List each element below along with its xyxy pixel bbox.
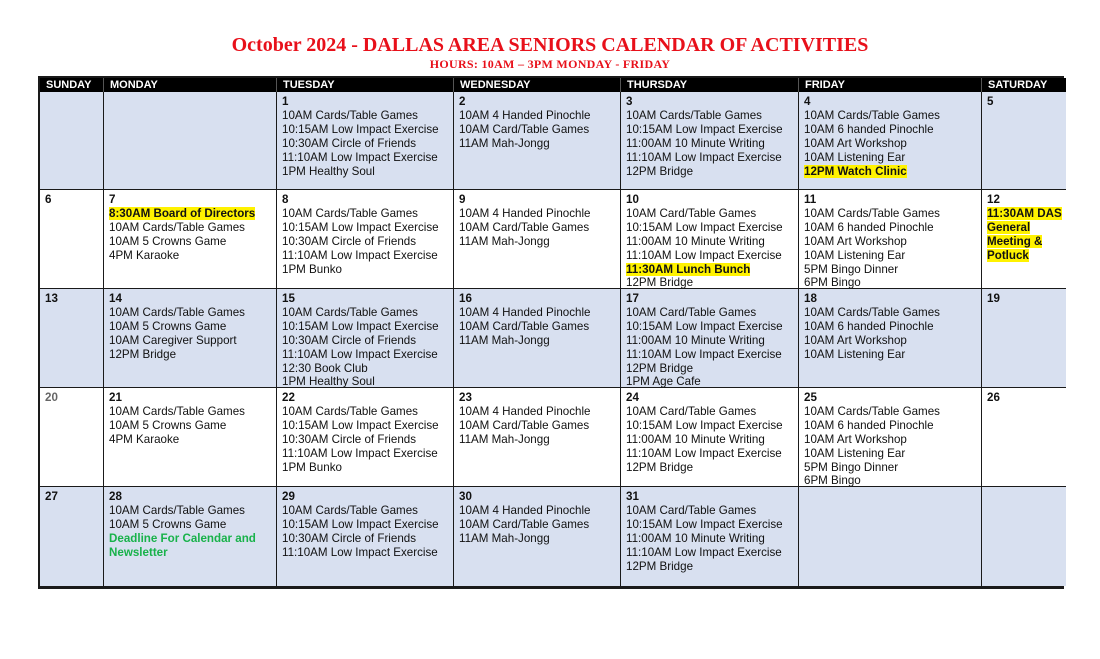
activity-text: 10:30AM Circle of Friends — [282, 432, 417, 446]
activity-text: 10AM Cards/Table Games — [109, 220, 245, 234]
activity-text: 10AM 4 Handed Pinochle — [459, 404, 591, 418]
activity-item — [804, 207, 977, 221]
activity-item — [459, 334, 616, 348]
day-number: 27 — [45, 490, 58, 503]
activity-text: 11:00AM 10 Minute Writing — [626, 432, 765, 446]
activity-text: 10:15AM Low Impact Exercise — [282, 220, 439, 234]
activity-text: 10AM 5 Crowns Game — [109, 319, 227, 333]
activity-text: 10AM Art Workshop — [804, 136, 907, 150]
day-cell — [104, 388, 277, 487]
activity-item — [109, 221, 272, 235]
activity-text: Deadline For Calendar and Newsletter — [109, 531, 256, 559]
day-cell — [277, 190, 454, 289]
activity-item — [109, 235, 272, 249]
activity-text: 6PM Bingo — [804, 276, 861, 289]
activity-item — [626, 235, 794, 249]
day-cell — [982, 289, 1066, 388]
activity-item — [804, 461, 977, 475]
activity-text: 11:10AM Low Impact Exercise — [626, 150, 782, 164]
activity-item — [109, 306, 272, 320]
activity-text: 8:30AM Board of Directors — [109, 206, 256, 220]
activity-text: 12PM Bridge — [626, 276, 694, 289]
activity-item — [626, 263, 794, 277]
activity-text: 10AM 4 Handed Pinochle — [459, 503, 591, 517]
day-cell — [982, 487, 1066, 586]
weekday-header-thursday: THURSDAY — [621, 78, 799, 92]
day-cell — [40, 388, 104, 487]
activity-item — [459, 433, 616, 447]
activity-item — [804, 263, 977, 277]
activity-text: 11:10AM Low Impact Exercise — [282, 347, 438, 361]
activity-item — [282, 419, 449, 433]
day-number: 3 — [626, 95, 633, 108]
day-number: 17 — [626, 292, 639, 305]
day-number: 19 — [987, 292, 1000, 305]
activity-item — [282, 518, 449, 532]
day-number: 6 — [45, 193, 52, 206]
activity-item — [626, 137, 794, 151]
activity-item — [626, 504, 794, 518]
activity-item — [109, 249, 272, 263]
activity-item — [626, 560, 794, 574]
activity-text: 10AM Cards/Table Games — [804, 108, 940, 122]
activity-text: 10:15AM Low Impact Exercise — [282, 517, 439, 531]
day-number: 23 — [459, 391, 472, 404]
activity-text: 10AM Cards/Table Games — [109, 404, 245, 418]
activity-text: 10AM Cards/Table Games — [109, 305, 245, 319]
activity-text: 11AM Mah-Jongg — [459, 234, 550, 248]
day-cell — [454, 388, 621, 487]
activity-text: 6PM Bingo — [804, 474, 861, 487]
activity-text: 1PM Bunko — [282, 262, 342, 276]
activity-item — [626, 109, 794, 123]
activity-text: 11:00AM 10 Minute Writing — [626, 234, 765, 248]
day-cell — [104, 190, 277, 289]
activity-text: 11:10AM Low Impact Exercise — [626, 347, 782, 361]
activity-item — [282, 532, 449, 546]
activity-item — [804, 151, 977, 165]
activity-text: 12PM Watch Clinic — [804, 164, 907, 178]
activity-item — [459, 123, 616, 137]
activity-item — [282, 546, 449, 560]
activity-text: 10AM Card/Table Games — [459, 220, 590, 234]
activity-text: 10AM Art Workshop — [804, 234, 907, 248]
day-number: 28 — [109, 490, 122, 503]
activity-text: 11:10AM Low Impact Exercise — [282, 150, 438, 164]
activity-text: 10AM 6 handed Pinochle — [804, 220, 934, 234]
activity-item — [626, 532, 794, 546]
activity-item — [109, 207, 272, 221]
day-cell — [454, 190, 621, 289]
activity-item — [282, 235, 449, 249]
activity-item — [626, 306, 794, 320]
activity-item — [804, 419, 977, 433]
activity-item — [626, 151, 794, 165]
day-number: 5 — [987, 95, 994, 108]
activity-item — [282, 405, 449, 419]
activity-item — [459, 405, 616, 419]
day-number: 12 — [987, 193, 1000, 206]
day-cell — [104, 487, 277, 586]
activity-text: 11:00AM 10 Minute Writing — [626, 136, 765, 150]
activity-item — [804, 249, 977, 263]
day-cell — [799, 92, 982, 190]
day-number: 29 — [282, 490, 295, 503]
activity-item — [626, 419, 794, 433]
activity-text: 10AM Cards/Table Games — [282, 305, 418, 319]
activity-item — [282, 447, 449, 461]
activity-item — [282, 151, 449, 165]
activity-text: 10AM 4 Handed Pinochle — [459, 305, 591, 319]
activity-text: 11AM Mah-Jongg — [459, 432, 550, 446]
activity-text: 10AM 6 handed Pinochle — [804, 122, 934, 136]
activity-item — [109, 405, 272, 419]
activity-text: 10AM Cards/Table Games — [626, 108, 762, 122]
activity-text: 10AM Card/Table Games — [459, 418, 590, 432]
activity-item — [804, 320, 977, 334]
activity-item — [109, 532, 272, 560]
day-cell — [454, 289, 621, 388]
activity-text: 11:10AM Low Impact Exercise — [626, 545, 782, 559]
activity-item — [109, 504, 272, 518]
day-cell — [40, 92, 104, 190]
day-number: 16 — [459, 292, 472, 305]
activity-text: 10AM Card/Table Games — [459, 122, 590, 136]
calendar-grid — [38, 76, 1064, 589]
activity-item — [804, 109, 977, 123]
day-cell — [621, 289, 799, 388]
activity-item — [804, 334, 977, 348]
activity-text: 10:30AM Circle of Friends — [282, 136, 417, 150]
activity-item — [282, 263, 449, 277]
activity-text: 11:00AM 10 Minute Writing — [626, 333, 765, 347]
day-number: 25 — [804, 391, 817, 404]
weekday-header-sunday: SUNDAY — [40, 78, 104, 92]
activity-text: 10AM Cards/Table Games — [804, 305, 940, 319]
day-number: 8 — [282, 193, 289, 206]
activity-item — [459, 221, 616, 235]
activity-text: 1PM Healthy Soul — [282, 375, 375, 388]
activity-text: 10AM Cards/Table Games — [804, 206, 940, 220]
activity-item — [626, 123, 794, 137]
activity-item — [626, 461, 794, 475]
weekday-header-wednesday: WEDNESDAY — [454, 78, 621, 92]
activity-text: 10:15AM Low Impact Exercise — [626, 418, 783, 432]
day-number: 21 — [109, 391, 122, 404]
day-cell — [104, 92, 277, 190]
activity-text: 12PM Bridge — [626, 460, 694, 474]
activity-text: 11AM Mah-Jongg — [459, 333, 550, 347]
activity-item — [626, 249, 794, 263]
activity-item — [282, 123, 449, 137]
activity-text: 11:10AM Low Impact Exercise — [626, 446, 782, 460]
activity-text: 12PM Bridge — [626, 164, 694, 178]
day-cell — [277, 289, 454, 388]
day-number: 26 — [987, 391, 1000, 404]
activity-item — [282, 109, 449, 123]
day-number: 1 — [282, 95, 289, 108]
activity-text: 10:15AM Low Impact Exercise — [282, 319, 439, 333]
activity-item — [459, 320, 616, 334]
activity-text: 10AM Cards/Table Games — [282, 404, 418, 418]
day-number: 10 — [626, 193, 639, 206]
activity-text: 11:00AM 10 Minute Writing — [626, 531, 765, 545]
activity-item — [459, 109, 616, 123]
activity-text: 10AM Listening Ear — [804, 248, 906, 262]
day-cell — [40, 289, 104, 388]
activity-item — [626, 546, 794, 560]
activity-item — [804, 474, 977, 487]
activity-item — [459, 504, 616, 518]
activity-item — [804, 405, 977, 419]
activity-text: 10AM 6 handed Pinochle — [804, 319, 934, 333]
activity-text: 12PM Bridge — [109, 347, 177, 361]
activity-item — [626, 362, 794, 376]
day-number: 4 — [804, 95, 811, 108]
weekday-header-monday: MONDAY — [104, 78, 277, 92]
activity-text: 10AM 5 Crowns Game — [109, 234, 227, 248]
activity-text: 10AM Card/Table Games — [626, 305, 757, 319]
page-title: October 2024 - DALLAS AREA SENIORS CALENDAR OF ACTIVITIES — [231, 34, 869, 56]
weekday-header-friday: FRIDAY — [799, 78, 982, 92]
activity-text: 12PM Bridge — [626, 361, 694, 375]
activity-text: 10:15AM Low Impact Exercise — [282, 418, 439, 432]
activity-item — [626, 447, 794, 461]
day-cell — [40, 487, 104, 586]
activity-text: 4PM Karaoke — [109, 432, 180, 446]
activity-item — [459, 306, 616, 320]
activity-item — [282, 433, 449, 447]
activity-text: 11:10AM Low Impact Exercise — [626, 248, 782, 262]
activity-item — [109, 518, 272, 532]
activity-text: 5PM Bingo Dinner — [804, 262, 899, 276]
activity-text: 10AM 6 handed Pinochle — [804, 418, 934, 432]
day-cell — [799, 388, 982, 487]
activity-item — [282, 362, 449, 376]
activity-text: 11:10AM Low Impact Exercise — [282, 248, 438, 262]
activity-item — [282, 461, 449, 475]
activity-item — [109, 348, 272, 362]
activity-item — [282, 504, 449, 518]
activity-item — [987, 207, 1062, 263]
activity-item — [626, 165, 794, 179]
activity-text: 10:15AM Low Impact Exercise — [626, 517, 783, 531]
activity-text: 10AM Cards/Table Games — [282, 206, 418, 220]
activity-text: 10AM Cards/Table Games — [109, 503, 245, 517]
activity-item — [109, 433, 272, 447]
activity-item — [626, 433, 794, 447]
day-number: 13 — [45, 292, 58, 305]
activity-item — [626, 348, 794, 362]
day-cell — [621, 92, 799, 190]
day-cell — [982, 92, 1066, 190]
activity-item — [804, 348, 977, 362]
activity-item — [626, 276, 794, 289]
activity-item — [459, 532, 616, 546]
activity-item — [804, 433, 977, 447]
activity-text: 11:10AM Low Impact Exercise — [282, 545, 438, 559]
activity-item — [804, 306, 977, 320]
activity-item — [459, 235, 616, 249]
activity-text: 10:30AM Circle of Friends — [282, 234, 417, 248]
activity-item — [804, 123, 977, 137]
day-number: 18 — [804, 292, 817, 305]
day-cell — [621, 388, 799, 487]
day-cell — [621, 190, 799, 289]
activity-text: 10AM Listening Ear — [804, 446, 906, 460]
activity-item — [282, 249, 449, 263]
activity-text: 10AM 4 Handed Pinochle — [459, 108, 591, 122]
activity-item — [282, 137, 449, 151]
activity-text: 10:30AM Circle of Friends — [282, 333, 417, 347]
day-number: 2 — [459, 95, 466, 108]
day-cell — [799, 289, 982, 388]
day-number: 22 — [282, 391, 295, 404]
activity-text: 10:30AM Circle of Friends — [282, 531, 417, 545]
activity-item — [282, 306, 449, 320]
activity-item — [282, 320, 449, 334]
day-number: 20 — [45, 391, 58, 404]
activity-text: 10AM Card/Table Games — [626, 206, 757, 220]
activity-text: 10AM Listening Ear — [804, 347, 906, 361]
activity-item — [804, 165, 977, 179]
activity-text: 10:15AM Low Impact Exercise — [626, 122, 783, 136]
activity-text: 10AM Card/Table Games — [626, 404, 757, 418]
activity-text: 10AM Card/Table Games — [459, 319, 590, 333]
activity-item — [804, 235, 977, 249]
day-number: 31 — [626, 490, 639, 503]
day-cell — [277, 388, 454, 487]
activity-text: 10AM Art Workshop — [804, 432, 907, 446]
day-cell — [277, 487, 454, 586]
activity-item — [626, 320, 794, 334]
day-cell — [104, 289, 277, 388]
day-number: 9 — [459, 193, 466, 206]
activity-text: 11:30AM DAS General Meeting & Potluck — [987, 206, 1062, 262]
activity-item — [626, 518, 794, 532]
activity-item — [626, 207, 794, 221]
activity-item — [109, 419, 272, 433]
activity-text: 10AM Caregiver Support — [109, 333, 237, 347]
activity-item — [459, 137, 616, 151]
day-cell — [621, 487, 799, 586]
day-number: 11 — [804, 193, 817, 206]
activity-item — [626, 221, 794, 235]
activity-text: 10:15AM Low Impact Exercise — [626, 319, 783, 333]
day-cell — [982, 388, 1066, 487]
day-cell — [454, 487, 621, 586]
activity-item — [282, 207, 449, 221]
activity-item — [282, 375, 449, 388]
activity-text: 10:15AM Low Impact Exercise — [626, 220, 783, 234]
activity-text: 11AM Mah-Jongg — [459, 136, 550, 150]
day-number: 14 — [109, 292, 122, 305]
activity-text: 10AM Cards/Table Games — [282, 503, 418, 517]
activity-text: 10AM Card/Table Games — [459, 517, 590, 531]
activity-item — [804, 137, 977, 151]
activity-item — [109, 320, 272, 334]
activity-item — [459, 207, 616, 221]
activity-item — [109, 334, 272, 348]
activity-text: 1PM Bunko — [282, 460, 342, 474]
activity-item — [459, 419, 616, 433]
weekday-header-tuesday: TUESDAY — [277, 78, 454, 92]
activity-text: 10AM Card/Table Games — [626, 503, 757, 517]
day-number: 30 — [459, 490, 472, 503]
activity-text: 10AM 4 Handed Pinochle — [459, 206, 591, 220]
activity-item — [282, 334, 449, 348]
day-cell — [799, 487, 982, 586]
activity-text: 5PM Bingo Dinner — [804, 460, 899, 474]
activity-text: 10AM 5 Crowns Game — [109, 517, 227, 531]
activity-text: 11:10AM Low Impact Exercise — [282, 446, 438, 460]
day-cell — [982, 190, 1066, 289]
day-number: 15 — [282, 292, 295, 305]
day-cell — [454, 92, 621, 190]
day-cell — [277, 92, 454, 190]
activity-text: 11:30AM Lunch Bunch — [626, 262, 751, 276]
activity-text: 10AM Art Workshop — [804, 333, 907, 347]
activity-item — [626, 334, 794, 348]
activity-item — [282, 165, 449, 179]
day-number: 24 — [626, 391, 639, 404]
activity-item — [626, 375, 794, 388]
activity-item — [459, 518, 616, 532]
activity-item — [282, 221, 449, 235]
hours-subtitle: HOURS: 10AM – 3PM MONDAY - FRIDAY — [429, 57, 671, 71]
activity-item — [282, 348, 449, 362]
activity-text: 10AM Listening Ear — [804, 150, 906, 164]
activity-item — [804, 221, 977, 235]
activity-text: 11AM Mah-Jongg — [459, 531, 550, 545]
activity-item — [626, 405, 794, 419]
activity-text: 1PM Healthy Soul — [282, 164, 375, 178]
day-cell — [799, 190, 982, 289]
activity-text: 4PM Karaoke — [109, 248, 180, 262]
day-cell — [40, 190, 104, 289]
activity-text: 12:30 Book Club — [282, 361, 368, 375]
activity-text: 1PM Age Cafe — [626, 375, 701, 388]
activity-text: 10AM Cards/Table Games — [804, 404, 940, 418]
activity-item — [804, 447, 977, 461]
weekday-header-saturday: SATURDAY — [982, 78, 1066, 92]
activity-text: 10:15AM Low Impact Exercise — [282, 122, 439, 136]
activity-text: 10AM Cards/Table Games — [282, 108, 418, 122]
activity-text: 10AM 5 Crowns Game — [109, 418, 227, 432]
activity-text: 12PM Bridge — [626, 559, 694, 573]
activity-item — [804, 276, 977, 289]
day-number: 7 — [109, 193, 116, 206]
